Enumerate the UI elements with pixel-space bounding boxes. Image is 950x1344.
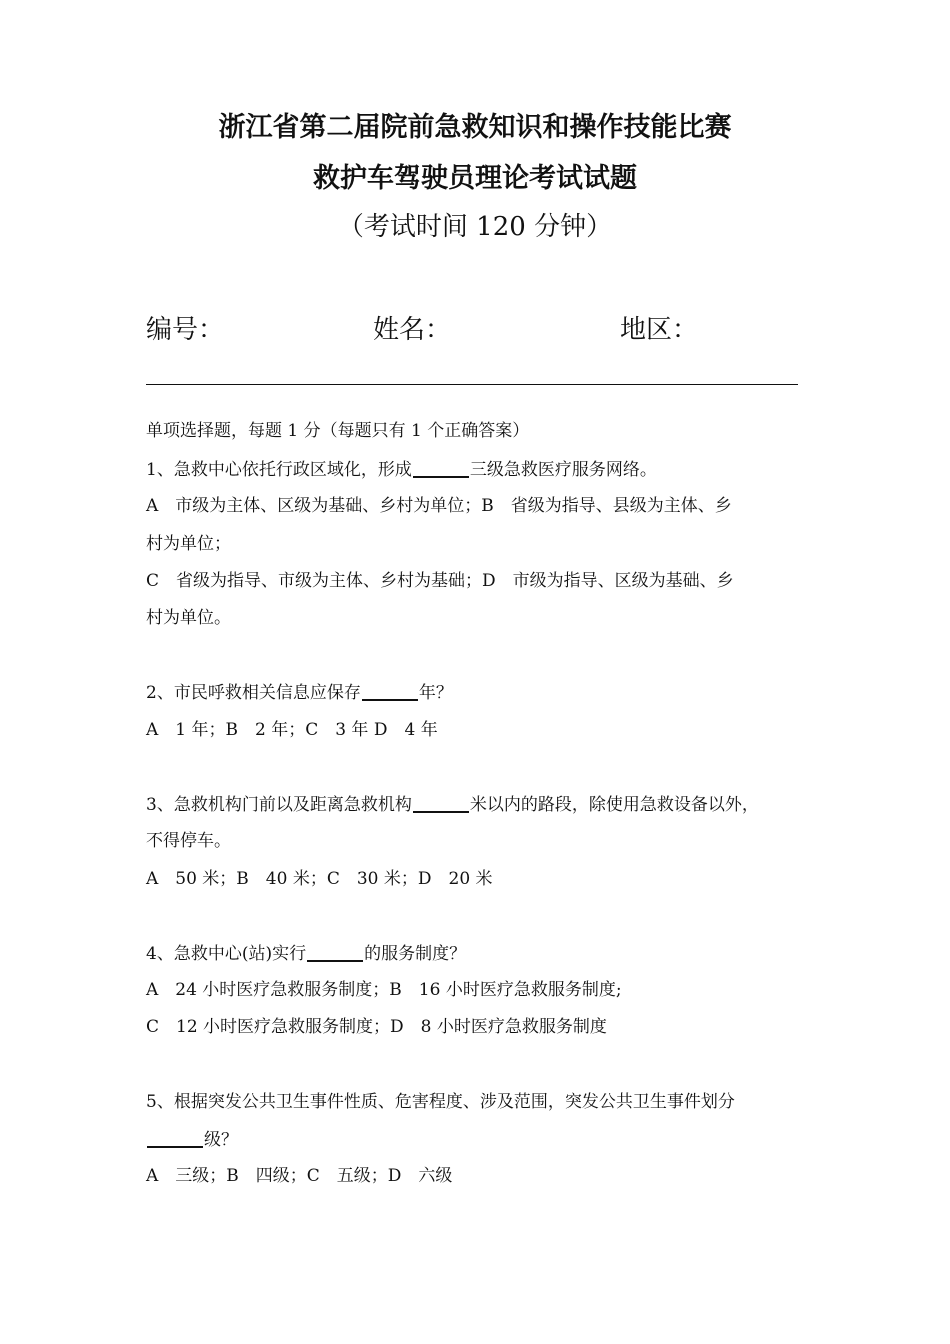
question-5-options: A 三级；B 四级；C 五级；D 六级 (146, 1166, 453, 1186)
question-5: 5、根据突发公共卫生事件性质、危害程度、涉及范围，突发公共卫生事件划分 (146, 1092, 735, 1112)
question-1 (146, 456, 657, 483)
question-text: 4、急救中心(站)实行 (146, 944, 307, 964)
question-5-continuation (146, 1126, 238, 1153)
question-text-end: 的服务制度？ (364, 944, 467, 964)
answer-blank (307, 940, 363, 962)
question-text-end: 米以内的路段，除使用急救设备以外， (469, 795, 759, 815)
question-text-end: 级？ (204, 1130, 238, 1150)
candidate-info (0, 312, 950, 348)
question-1-options: A 市级为主体、区级为基础、乡村为单位；B 省级为指导、县级为主体、乡 (146, 496, 732, 516)
answer-blank (147, 1126, 203, 1148)
question-4 (146, 940, 466, 967)
question-text: 1、急救中心依托行政区域化，形成 (146, 460, 412, 480)
question-3-options: A 50 米；B 40 米；C 30 米；D 20 米 (146, 869, 493, 889)
exam-title: 浙江省第二届院前急救知识和操作技能比赛 (218, 112, 732, 143)
question-3-continuation: 不得停车。 (146, 831, 231, 851)
question-2-options: A 1 年；B 2 年；C 3 年 D 4 年 (146, 720, 438, 740)
question-4-options: A 24 小时医疗急救服务制度；B 16 小时医疗急救服务制度; (146, 980, 622, 1000)
answer-blank (413, 791, 469, 813)
question-text-end: 年？ (418, 683, 453, 703)
question-2 (146, 679, 453, 706)
question-text: 3、急救机构门前以及距离急救机构 (146, 795, 412, 815)
answer-blank (362, 679, 418, 701)
section-heading: 单项选择题，每题 1 分（每题只有 1 个正确答案） (146, 421, 530, 441)
question-4-options: C 12 小时医疗急救服务制度；D 8 小时医疗急救服务制度 (146, 1017, 607, 1037)
question-1-options: 村为单位。 (146, 608, 231, 628)
exam-subtitle: 救护车驾驶员理论考试试题 (313, 163, 637, 194)
question-text: 2、市民呼救相关信息应保存 (146, 683, 361, 703)
answer-blank (413, 456, 469, 478)
region-label: 地区： (620, 315, 699, 345)
question-1-options: 村为单位； (146, 534, 231, 554)
name-label: 姓名： (373, 315, 452, 345)
exam-duration: （考试时间 120 分钟） (337, 212, 613, 242)
question-text-end: 三级急救医疗服务网络。 (469, 460, 657, 480)
question-1-options: C 省级为指导、市级为主体、乡村为基础；D 市级为指导、区级为基础、乡 (146, 571, 734, 591)
number-label: 编号： (146, 315, 225, 345)
header-divider (146, 384, 798, 385)
question-3 (146, 791, 759, 818)
